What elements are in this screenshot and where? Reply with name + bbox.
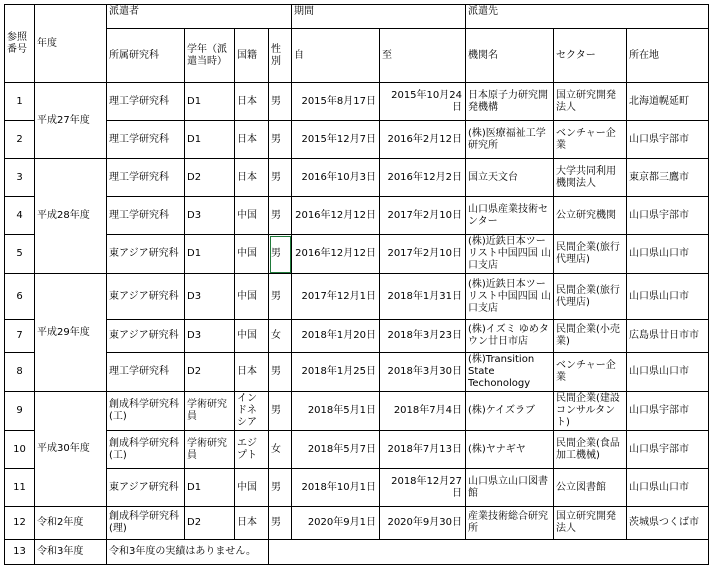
row-year-group: 平成30年度 xyxy=(35,392,107,507)
row-nationality: 日本 xyxy=(235,353,269,392)
row-gender: 男 xyxy=(269,159,292,197)
header-school: 所属研究科 xyxy=(107,29,185,83)
row-ref-no: 13 xyxy=(5,540,35,565)
row-school: 理工学研究科 xyxy=(107,83,185,121)
row-nationality: 日本 xyxy=(235,121,269,159)
row-sector: 民間企業(食品加工機械) xyxy=(554,431,627,469)
row-to: 2016年2月12日 xyxy=(380,121,466,159)
row-sector: 民間企業(建設コンサルタント) xyxy=(554,392,627,431)
row-school: 創成科学研究科(工) xyxy=(107,431,185,469)
row-school: 東アジア研究科 xyxy=(107,235,185,274)
row-gender: 男 xyxy=(269,507,292,540)
table-row xyxy=(5,274,709,320)
row-location: 山口県山口市 xyxy=(627,274,709,320)
row-gender: 男 xyxy=(269,235,292,274)
row-grade: D3 xyxy=(185,274,235,320)
row-nationality: 日本 xyxy=(235,507,269,540)
dispatch-table xyxy=(4,4,709,565)
row-school: 東アジア研究科 xyxy=(107,320,185,353)
row-ref-no: 9 xyxy=(5,392,35,431)
row-from: 2015年8月17日 xyxy=(292,83,380,121)
row-grade: D2 xyxy=(185,507,235,540)
row-location: 山口県宇部市 xyxy=(627,392,709,431)
row-to: 2017年2月10日 xyxy=(380,235,466,274)
row-ref-no: 6 xyxy=(5,274,35,320)
row-nationality: 中国 xyxy=(235,235,269,274)
row-to: 2018年12月27日 xyxy=(380,469,466,507)
row-grade: D3 xyxy=(185,320,235,353)
row-from: 2017年12月1日 xyxy=(292,274,380,320)
row-ref-no: 11 xyxy=(5,469,35,507)
row-sector: 公立研究機関 xyxy=(554,197,627,235)
row-grade: D3 xyxy=(185,197,235,235)
row-school: 東アジア研究科 xyxy=(107,469,185,507)
row-grade: 学術研究員 xyxy=(185,392,235,431)
row-nationality: インドネシア xyxy=(235,392,269,431)
row-ref-no: 4 xyxy=(5,197,35,235)
row-org: (株)近鉄日本ツーリスト中国四国 山口支店 xyxy=(466,235,554,274)
row-grade: D1 xyxy=(185,83,235,121)
row-org: (株)Transition State Techonology xyxy=(466,353,554,392)
row-to: 2018年1月31日 xyxy=(380,274,466,320)
row-to: 2016年12月2日 xyxy=(380,159,466,197)
row-from: 2015年12月7日 xyxy=(292,121,380,159)
row-grade: 学術研究員 xyxy=(185,431,235,469)
row-gender: 男 xyxy=(269,121,292,159)
table-row xyxy=(5,197,709,235)
table-row xyxy=(5,540,709,565)
row-from: 2016年10月3日 xyxy=(292,159,380,197)
table-row xyxy=(5,235,709,274)
row-note: 令和3年度の実績はありません。 xyxy=(107,540,269,565)
header-nationality: 国籍 xyxy=(235,29,269,83)
row-from: 2018年5月1日 xyxy=(292,392,380,431)
row-year-group: 令和3年度 xyxy=(35,540,107,565)
row-sector: 民間企業(旅行代理店) xyxy=(554,235,627,274)
table-row xyxy=(5,507,709,540)
table-row xyxy=(5,159,709,197)
row-to: 2017年2月10日 xyxy=(380,197,466,235)
row-nationality: エジプト xyxy=(235,431,269,469)
row-school: 東アジア研究科 xyxy=(107,274,185,320)
row-from: 2016年12月12日 xyxy=(292,235,380,274)
row-org: 産業技術総合研究所 xyxy=(466,507,554,540)
row-ref-no: 5 xyxy=(5,235,35,274)
row-nationality: 日本 xyxy=(235,83,269,121)
row-grade: D1 xyxy=(185,235,235,274)
row-location: 茨城県つくば市 xyxy=(627,507,709,540)
row-year-group: 平成29年度 xyxy=(35,274,107,392)
row-to: 2018年7月4日 xyxy=(380,392,466,431)
row-location: 東京都三鷹市 xyxy=(627,159,709,197)
row-gender: 男 xyxy=(269,83,292,121)
row-location: 山口県宇部市 xyxy=(627,197,709,235)
row-nationality: 中国 xyxy=(235,197,269,235)
row-school: 理工学研究科 xyxy=(107,353,185,392)
row-from: 2016年12月12日 xyxy=(292,197,380,235)
row-school: 理工学研究科 xyxy=(107,159,185,197)
row-to: 2020年9月30日 xyxy=(380,507,466,540)
row-sector: 国立研究開発法人 xyxy=(554,507,627,540)
row-nationality: 日本 xyxy=(235,159,269,197)
row-sector: 公立図書館 xyxy=(554,469,627,507)
header-from: 自 xyxy=(292,29,380,83)
header-grade: 学年（派遣当時） xyxy=(185,29,235,83)
row-gender: 男 xyxy=(269,274,292,320)
row-grade: D1 xyxy=(185,469,235,507)
row-org: (株)ケイズラブ xyxy=(466,392,554,431)
row-gender: 男 xyxy=(269,197,292,235)
row-from: 2018年5月7日 xyxy=(292,431,380,469)
table-row xyxy=(5,320,709,353)
header-sector: セクター xyxy=(554,29,627,83)
table-row xyxy=(5,121,709,159)
row-org: (株)近鉄日本ツーリスト中国四国 山口支店 xyxy=(466,274,554,320)
row-nationality: 中国 xyxy=(235,274,269,320)
row-nationality: 中国 xyxy=(235,469,269,507)
row-empty xyxy=(269,540,709,565)
row-location: 山口県山口市 xyxy=(627,235,709,274)
row-sector: 大学共同利用機関法人 xyxy=(554,159,627,197)
row-to: 2018年7月13日 xyxy=(380,431,466,469)
row-org: 山口県立山口図書館 xyxy=(466,469,554,507)
row-org: 日本原子力研究開発機構 xyxy=(466,83,554,121)
table-row xyxy=(5,431,709,469)
row-ref-no: 7 xyxy=(5,320,35,353)
row-year-group: 令和2年度 xyxy=(35,507,107,540)
table-row xyxy=(5,392,709,431)
header-destination: 派遣先 xyxy=(466,5,709,29)
row-location: 山口県宇部市 xyxy=(627,121,709,159)
header-year: 年度 xyxy=(35,5,107,83)
row-gender: 女 xyxy=(269,320,292,353)
row-location: 北海道幌延町 xyxy=(627,83,709,121)
row-location: 広島県廿日市市 xyxy=(627,320,709,353)
row-school: 理工学研究科 xyxy=(107,121,185,159)
row-location: 山口県山口市 xyxy=(627,469,709,507)
row-school: 創成科学研究科(工) xyxy=(107,392,185,431)
row-year-group: 平成27年度 xyxy=(35,83,107,159)
row-location: 山口県宇部市 xyxy=(627,431,709,469)
row-ref-no: 10 xyxy=(5,431,35,469)
row-to: 2018年3月30日 xyxy=(380,353,466,392)
row-gender: 女 xyxy=(269,431,292,469)
row-year-group: 平成28年度 xyxy=(35,159,107,274)
row-grade: D2 xyxy=(185,159,235,197)
row-org: (株)ヤナギヤ xyxy=(466,431,554,469)
header-location: 所在地 xyxy=(627,29,709,83)
row-sector: ベンチャー企業 xyxy=(554,121,627,159)
table-row xyxy=(5,83,709,121)
header-dispatcher: 派遣者 xyxy=(107,5,292,29)
row-org: 山口県産業技術センター xyxy=(466,197,554,235)
row-sector: 民間企業(旅行代理店) xyxy=(554,274,627,320)
row-location: 山口県山口市 xyxy=(627,353,709,392)
row-gender: 男 xyxy=(269,392,292,431)
row-ref-no: 3 xyxy=(5,159,35,197)
row-gender: 男 xyxy=(269,469,292,507)
row-org: (株)イズミ ゆめタウン廿日市店 xyxy=(466,320,554,353)
row-grade: D2 xyxy=(185,353,235,392)
row-org: 国立天文台 xyxy=(466,159,554,197)
row-from: 2018年10月1日 xyxy=(292,469,380,507)
row-gender: 男 xyxy=(269,353,292,392)
row-to: 2015年10月24日 xyxy=(380,83,466,121)
row-school: 理工学研究科 xyxy=(107,197,185,235)
row-sector: ベンチャー企業 xyxy=(554,353,627,392)
row-from: 2018年1月25日 xyxy=(292,353,380,392)
row-ref-no: 2 xyxy=(5,121,35,159)
row-from: 2018年1月20日 xyxy=(292,320,380,353)
row-nationality: 中国 xyxy=(235,320,269,353)
header-org: 機関名 xyxy=(466,29,554,83)
row-sector: 民間企業(小売業) xyxy=(554,320,627,353)
row-ref-no: 12 xyxy=(5,507,35,540)
row-sector: 国立研究開発法人 xyxy=(554,83,627,121)
table-row xyxy=(5,353,709,392)
row-ref-no: 1 xyxy=(5,83,35,121)
row-grade: D1 xyxy=(185,121,235,159)
row-ref-no: 8 xyxy=(5,353,35,392)
row-from: 2020年9月1日 xyxy=(292,507,380,540)
header-to: 至 xyxy=(380,29,466,83)
row-org: (株)医療福祉工学研究所 xyxy=(466,121,554,159)
row-to: 2018年3月23日 xyxy=(380,320,466,353)
header-period: 期間 xyxy=(292,5,466,29)
table-row xyxy=(5,469,709,507)
header-ref-no: 参照番号 xyxy=(5,5,35,83)
header-gender: 性別 xyxy=(269,29,292,83)
row-school: 創成科学研究科(理) xyxy=(107,507,185,540)
